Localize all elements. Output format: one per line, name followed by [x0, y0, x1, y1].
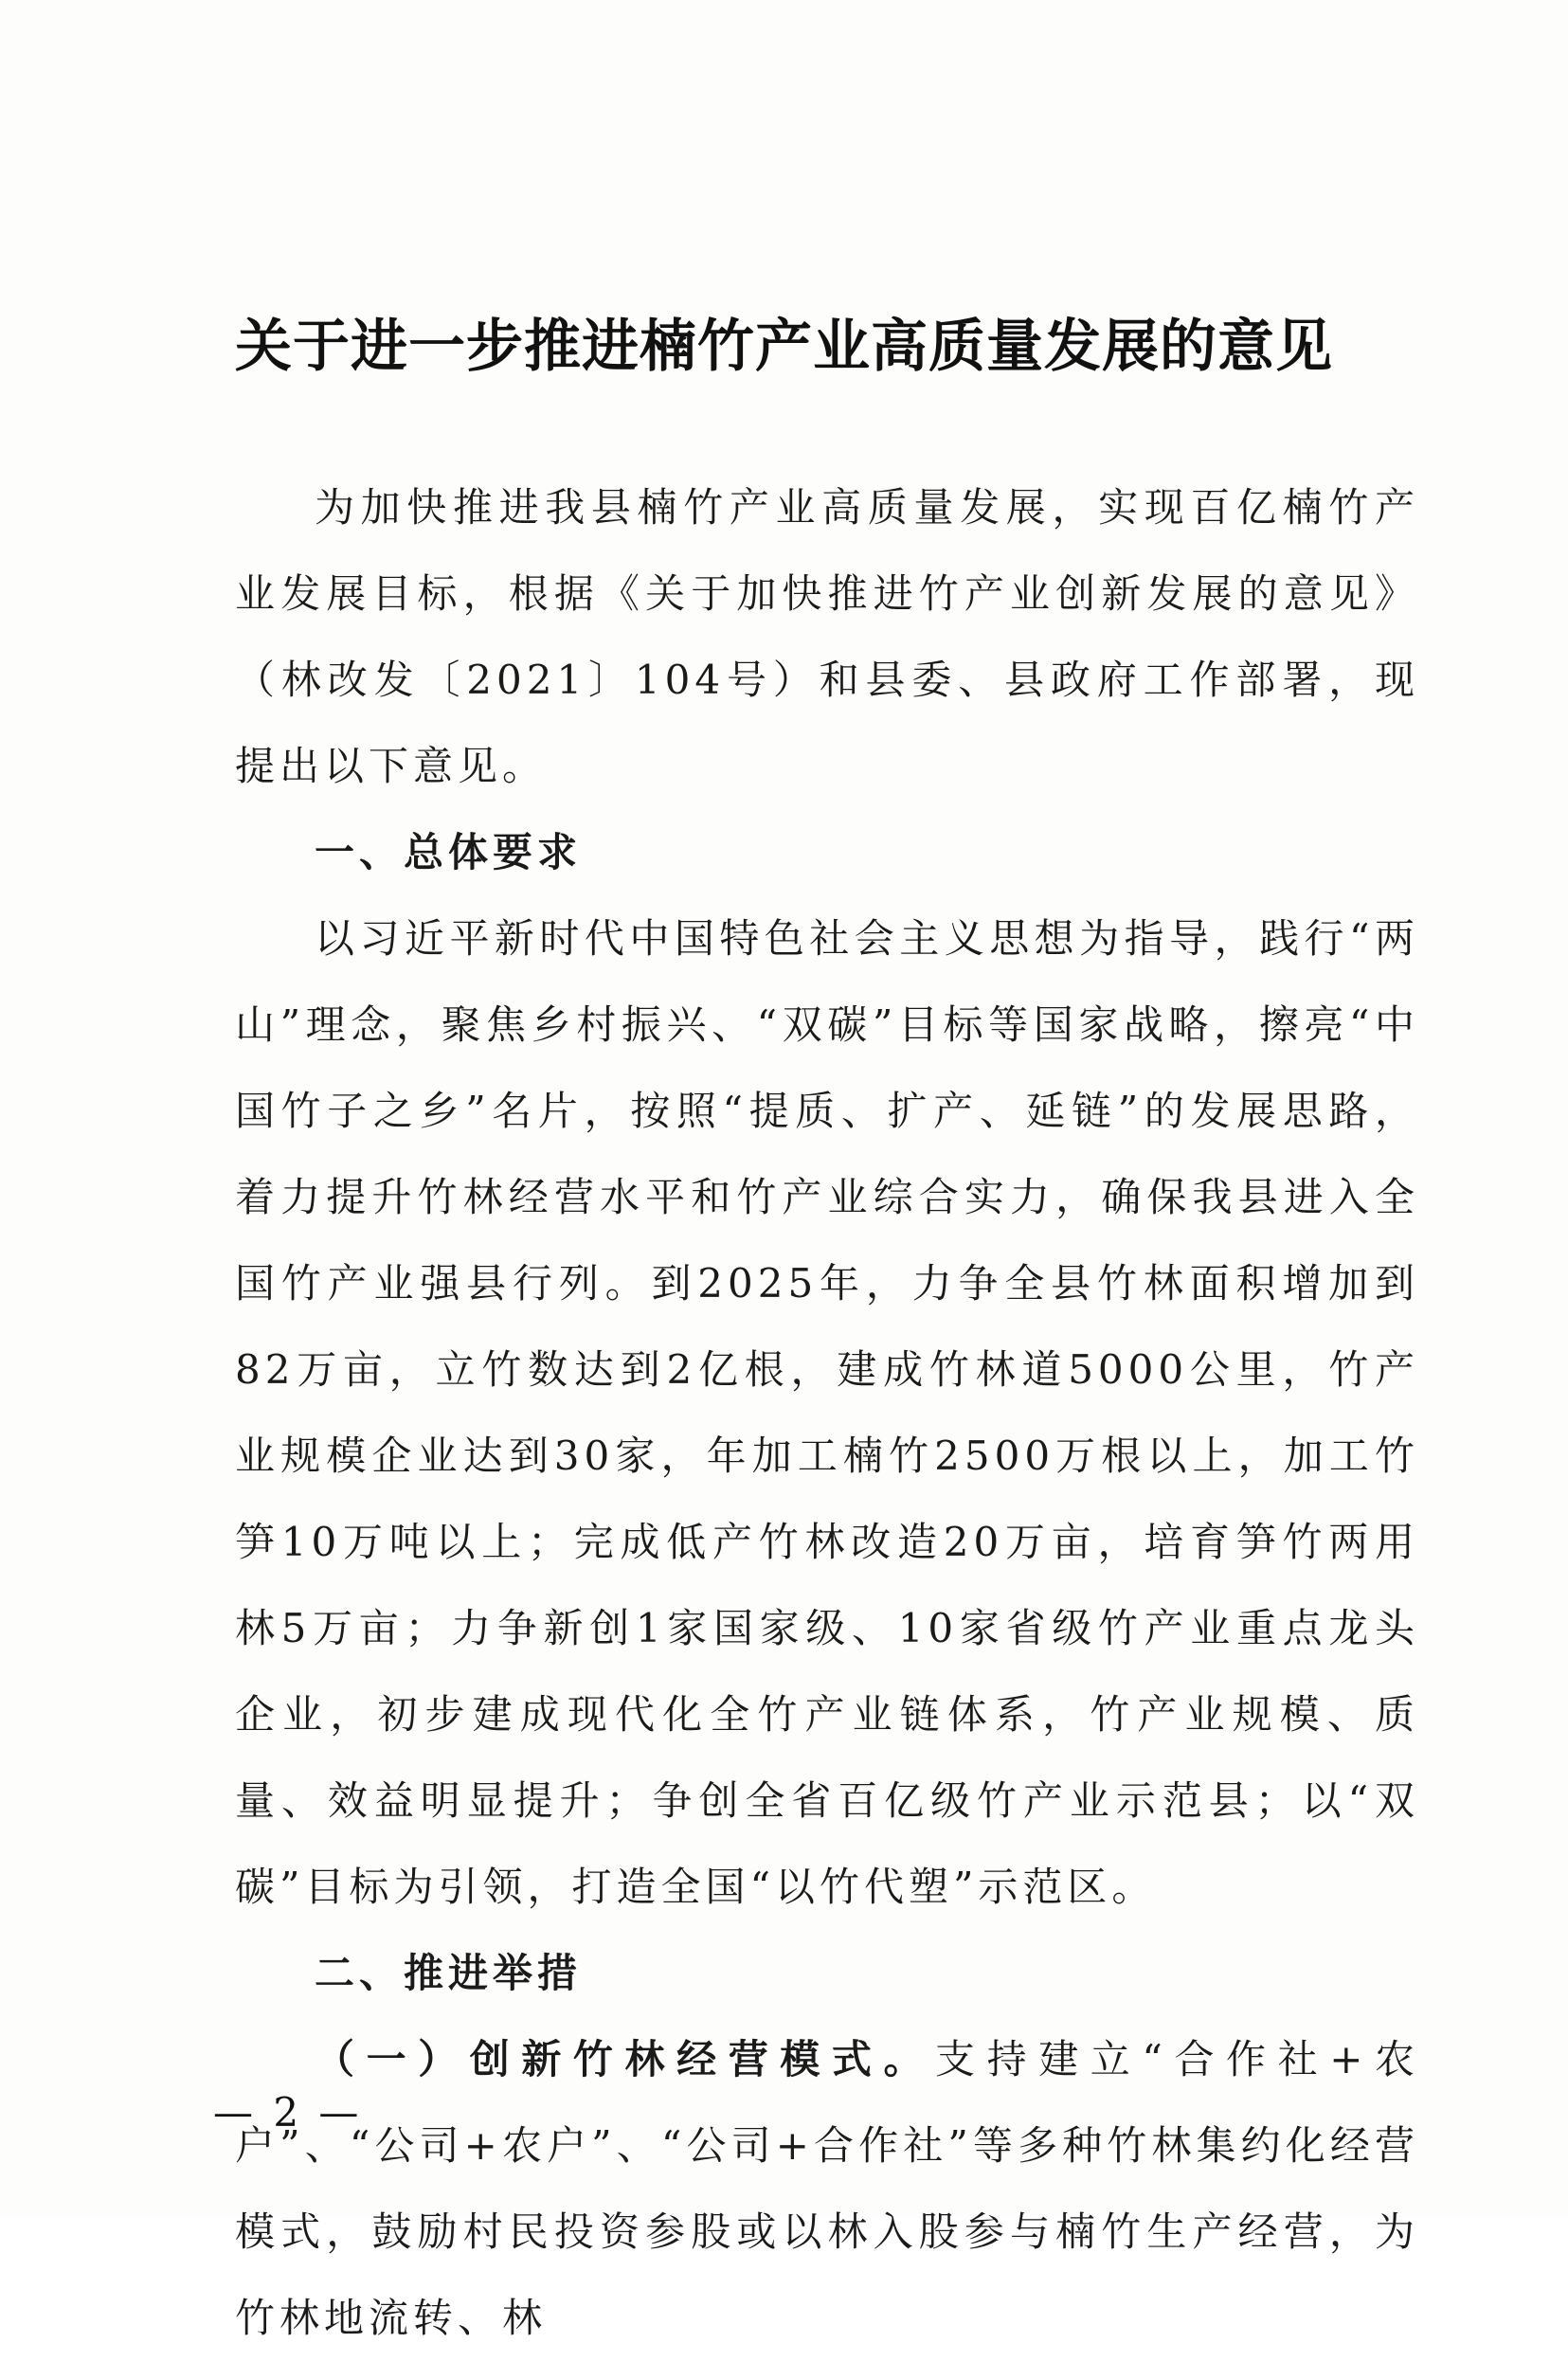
measures-paragraph-1: [235, 2016, 1419, 2361]
section-heading-measures: 二、推进举措: [315, 1950, 583, 1996]
document-body: [235, 464, 1419, 2361]
general-requirements-paragraph: 以习近平新时代中国特色社会主义思想为指导，践行“两山”理念，聚焦乡村振兴、“双碳”目标等国家战略，擦亮“中国竹子之乡”名片，按照“提质、扩产、延链”的发展思路，着力提升竹林经营水平和竹产业综合实力，确保我县进入全国竹产业强县行列。到2025年，力争全县竹林面积增加到82万亩，立竹数达到2亿根，建成竹林道5000公里，竹产业规模企业达到30家，年加工楠竹2500万根以上，加工竹笋10万吨以上；完成低产竹林改造20万亩，培育笋竹两用林5万亩；力争新创1家国家级、10家省级竹产业重点龙头企业，初步建成现代化全竹产业链体系，竹产业规模、质量、效益明显提升；争创全省百亿级竹产业示范县；以“双碳”目标为引领，打造全国“以竹代塑”示范区。: [235, 915, 1419, 1910]
intro-paragraph: 为加快推进我县楠竹产业高质量发展，实现百亿楠竹产业发展目标，根据《关于加快推进竹产业创新发展的意见》（林改发〔2021〕104号）和县委、县政府工作部署，现提出以下意见。: [235, 484, 1419, 789]
section-heading-general-requirements: 一、总体要求: [315, 829, 583, 875]
subsection-text-forest-management: 支持建立“合作社+农户”、“公司+农户”、“公司+合作社”等多种竹林集约化经营模式，鼓励村民投资参股或以林入股参与楠竹生产经营，为竹林地流转、林: [235, 2036, 1419, 2341]
subsection-heading-forest-management: （一）创新竹林经营模式。: [315, 2036, 936, 2082]
page-number: — 2 —: [213, 2089, 363, 2136]
document-title: 关于进一步推进楠竹产业高质量发展的意见: [235, 314, 1333, 380]
